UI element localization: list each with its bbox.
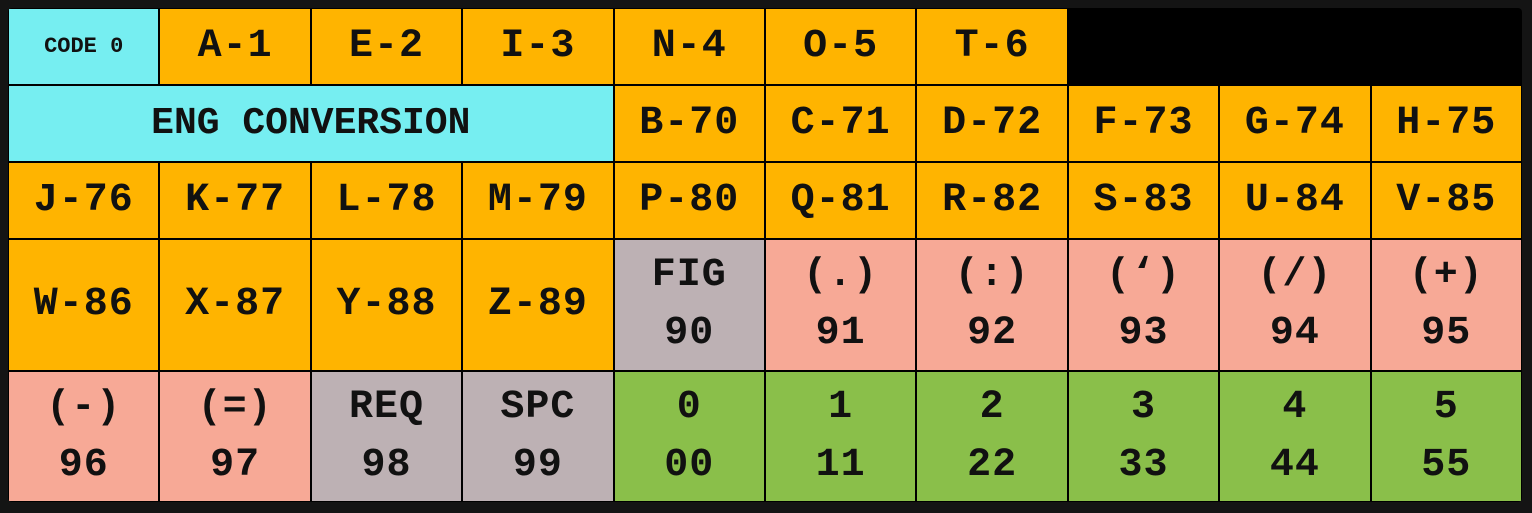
symbol-label: (:)	[954, 253, 1030, 298]
symbol-cell-equals	[160, 372, 309, 501]
symbol-cell-period	[766, 240, 915, 370]
letter-cell	[917, 86, 1066, 161]
letter-label: L-78	[336, 177, 437, 223]
symbol-code: 95	[1421, 311, 1472, 356]
letter-label: P-80	[639, 177, 740, 223]
letter-label: Z-89	[487, 282, 588, 327]
letter-cell	[9, 163, 158, 238]
symbol-code: 97	[210, 442, 261, 488]
digit-cell	[1220, 372, 1369, 501]
conversion-grid	[9, 9, 1521, 501]
letter-cell	[160, 163, 309, 238]
letter-cell	[312, 240, 461, 370]
letter-label: Y-88	[336, 282, 437, 327]
letter-cell	[463, 163, 612, 238]
digit-cell	[1372, 372, 1521, 501]
conversion-table	[8, 8, 1522, 502]
digit-cell	[615, 372, 764, 501]
symbol-cell-req	[312, 372, 461, 501]
vowel-label: T-6	[954, 23, 1030, 69]
letter-label: C-71	[790, 100, 891, 146]
letter-cell	[615, 86, 764, 161]
digit-code: 33	[1118, 442, 1169, 488]
digit-cell	[1069, 372, 1218, 501]
letter-cell	[1220, 86, 1369, 161]
vowel-cell-o	[766, 9, 915, 84]
digit-code: 11	[815, 442, 866, 488]
vowel-cell-t	[917, 9, 1066, 84]
letter-label: U-84	[1244, 177, 1345, 223]
letter-label: V-85	[1396, 177, 1497, 223]
digit-code: 44	[1269, 442, 1320, 488]
symbol-code: 91	[815, 311, 866, 356]
symbol-cell-plus	[1372, 240, 1521, 370]
digit-label: 1	[828, 384, 854, 430]
symbol-cell-slash	[1220, 240, 1369, 370]
letter-cell	[160, 240, 309, 370]
digit-label: 2	[979, 384, 1005, 430]
symbol-label: (+)	[1408, 253, 1484, 298]
letter-cell	[312, 163, 461, 238]
letter-cell	[463, 240, 612, 370]
letter-cell	[917, 163, 1066, 238]
letter-cell	[1069, 163, 1218, 238]
letter-label: X-87	[185, 282, 286, 327]
letter-label: D-72	[942, 100, 1043, 146]
symbol-cell-fig	[615, 240, 764, 370]
symbol-code: 90	[664, 311, 715, 356]
symbol-label: SPC	[500, 384, 576, 430]
letter-cell	[1069, 86, 1218, 161]
letter-label: W-86	[33, 282, 134, 327]
eng-conversion-label: ENG CONVERSION	[151, 101, 471, 145]
letter-label: S-83	[1093, 177, 1194, 223]
symbol-cell-spc	[463, 372, 612, 501]
vowel-cell-a	[160, 9, 309, 84]
symbol-label: FIG	[651, 253, 727, 298]
letter-cell	[1372, 163, 1521, 238]
digit-cell	[766, 372, 915, 501]
symbol-code: 98	[361, 442, 412, 488]
code-zero-cell	[9, 9, 158, 84]
digit-label: 3	[1130, 384, 1156, 430]
symbol-label: REQ	[348, 384, 424, 430]
vowel-cell-i	[463, 9, 612, 84]
digit-code: 22	[967, 442, 1018, 488]
symbol-label: (.)	[803, 253, 879, 298]
symbol-label: (=)	[197, 384, 273, 430]
code-zero-label: CODE 0	[44, 33, 124, 59]
letter-cell	[1220, 163, 1369, 238]
vowel-label: I-3	[500, 23, 576, 69]
digit-code: 55	[1421, 442, 1472, 488]
symbol-cell-colon	[917, 240, 1066, 370]
letter-label: F-73	[1093, 100, 1194, 146]
letter-label: H-75	[1396, 100, 1497, 146]
symbol-cell-minus	[9, 372, 158, 501]
letter-cell	[766, 86, 915, 161]
letter-label: M-79	[487, 177, 588, 223]
letter-cell	[9, 240, 158, 370]
letter-label: K-77	[185, 177, 286, 223]
symbol-code: 99	[512, 442, 563, 488]
digit-cell	[917, 372, 1066, 501]
digit-label: 0	[676, 384, 702, 430]
letter-cell	[615, 163, 764, 238]
vowel-label: A-1	[197, 23, 273, 69]
symbol-label: (‘)	[1105, 253, 1181, 298]
letter-label: G-74	[1244, 100, 1345, 146]
letter-label: B-70	[639, 100, 740, 146]
symbol-code: 93	[1118, 311, 1169, 356]
letter-cell	[1372, 86, 1521, 161]
vowel-label: O-5	[803, 23, 879, 69]
eng-conversion-title	[9, 86, 613, 161]
vowel-label: N-4	[651, 23, 727, 69]
symbol-label: (-)	[46, 384, 122, 430]
digit-code: 00	[664, 442, 715, 488]
symbol-code: 94	[1269, 311, 1320, 356]
letter-label: J-76	[33, 177, 134, 223]
letter-label: Q-81	[790, 177, 891, 223]
letter-label: R-82	[942, 177, 1043, 223]
letter-cell	[766, 163, 915, 238]
symbol-cell-apostrophe	[1069, 240, 1218, 370]
symbol-label: (/)	[1257, 253, 1333, 298]
vowel-cell-n	[615, 9, 764, 84]
digit-label: 4	[1282, 384, 1308, 430]
vowel-cell-e	[312, 9, 461, 84]
vowel-label: E-2	[348, 23, 424, 69]
symbol-code: 96	[58, 442, 109, 488]
symbol-code: 92	[967, 311, 1018, 356]
digit-label: 5	[1433, 384, 1459, 430]
